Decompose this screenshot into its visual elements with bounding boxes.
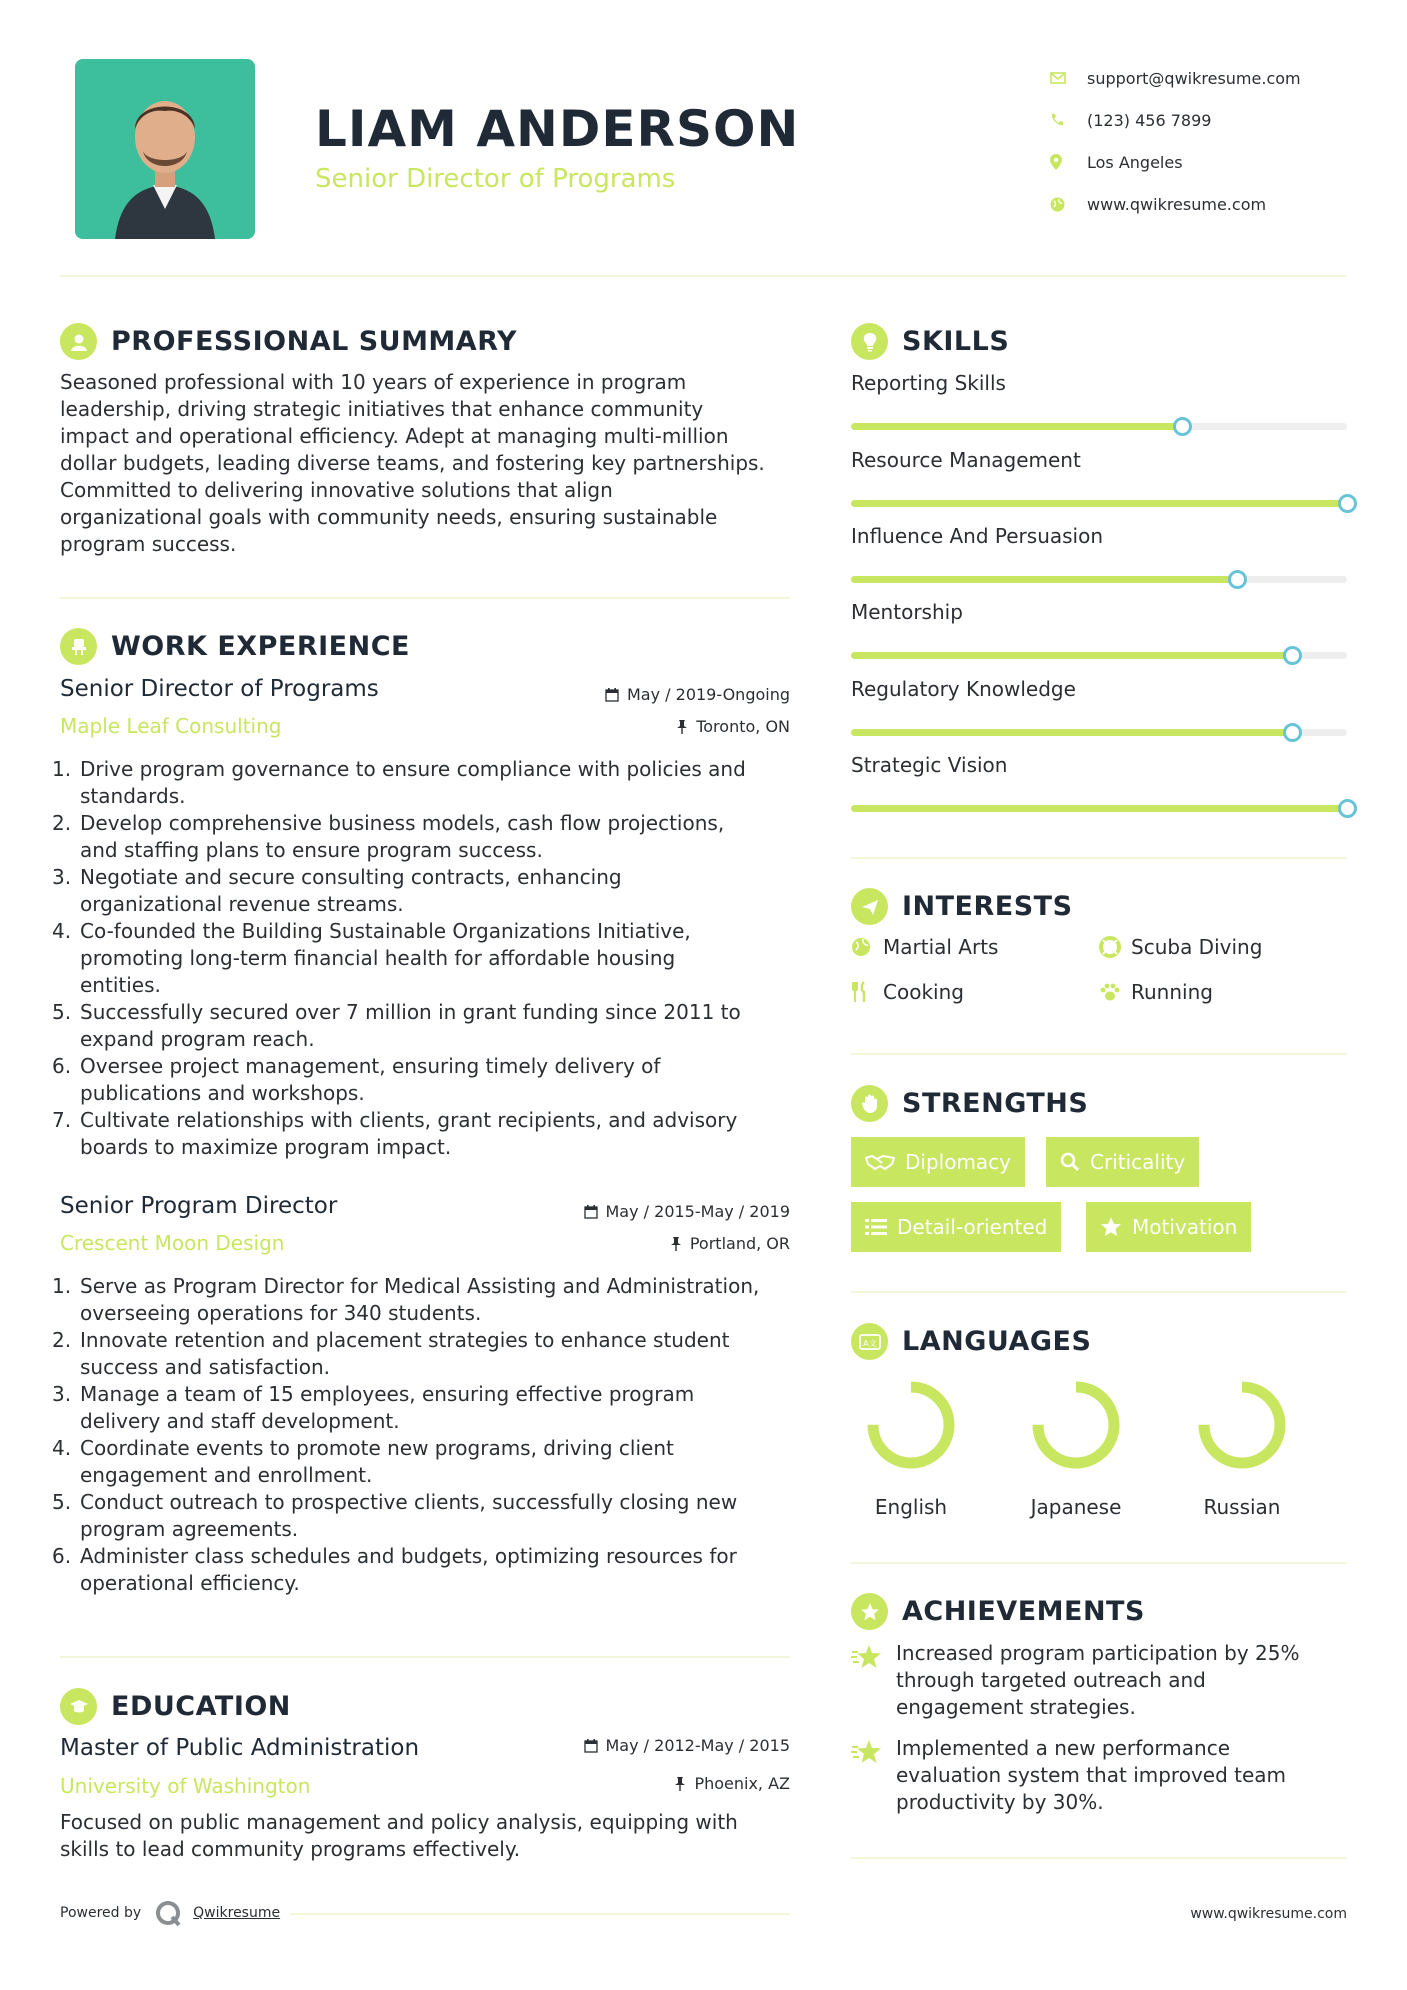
- interests-divider: [851, 1053, 1347, 1055]
- strength-tag: [1086, 1202, 1251, 1252]
- job-location: [676, 717, 790, 736]
- experience-title: WORK EXPERIENCE: [111, 631, 410, 662]
- cutlery-icon: [851, 981, 883, 1003]
- star-badge-icon: [851, 1593, 888, 1630]
- contact-location: [1050, 141, 1301, 183]
- skill-row: [851, 600, 1347, 659]
- strength-label: Diplomacy: [905, 1150, 1012, 1174]
- interest-item: [1099, 980, 1213, 1004]
- interest-item: [1099, 935, 1262, 959]
- skill-label: Reporting Skills: [851, 371, 1006, 395]
- job-date: [584, 1202, 791, 1221]
- user-icon: [60, 323, 97, 360]
- strengths-divider: [851, 1291, 1347, 1293]
- language-item: [851, 1377, 971, 1519]
- job-location-text: Portland, OR: [689, 1234, 790, 1253]
- list-item: 6. Administer class schedules and budgets, optimizing resources for operational efficiency.: [52, 1544, 737, 1595]
- language-ring: [1194, 1377, 1290, 1473]
- list-icon: [865, 1218, 887, 1236]
- skill-row: [851, 524, 1347, 583]
- language-label: Japanese: [1030, 1495, 1122, 1519]
- interest-label: Cooking: [883, 980, 964, 1004]
- languages-heading: [851, 1323, 1091, 1360]
- strength-tag: [851, 1137, 1025, 1187]
- contact-phone[interactable]: [1050, 99, 1301, 141]
- achievement-item: [851, 1735, 1286, 1816]
- language-ring: [1028, 1377, 1124, 1473]
- handshake-icon: [865, 1153, 895, 1171]
- strengths-heading: [851, 1085, 1088, 1122]
- footer-powered-by: [60, 1898, 280, 1928]
- language-label: English: [874, 1495, 948, 1519]
- list-item: 4. Coordinate events to promote new programs, driving client engagement and enrollment.: [52, 1436, 674, 1487]
- strength-label: Motivation: [1132, 1215, 1238, 1239]
- interest-item: [851, 935, 998, 959]
- education-location: [674, 1774, 790, 1793]
- summary-line: Seasoned professional with 10 years of experience in program: [60, 370, 687, 394]
- skill-knob: [1228, 570, 1247, 589]
- languages-divider: [851, 1562, 1347, 1564]
- skill-label: Resource Management: [851, 448, 1081, 472]
- skills-title: SKILLS: [902, 326, 1010, 357]
- job-date-text: May / 2019-Ongoing: [627, 685, 790, 704]
- language-label: Russian: [1203, 1495, 1281, 1519]
- contact-website[interactable]: [1050, 183, 1301, 225]
- skill-knob: [1338, 799, 1357, 818]
- skill-label: Influence And Persuasion: [851, 524, 1104, 548]
- skill-fill: [851, 652, 1292, 659]
- contact-email-text: support@qwikresume.com: [1087, 68, 1301, 88]
- envelope-icon: [1050, 72, 1087, 84]
- experience-heading: [60, 628, 410, 665]
- pushpin-icon: [674, 1777, 686, 1791]
- list-item: 3. Negotiate and secure consulting contracts, enhancing organizational revenue streams.: [52, 865, 622, 916]
- summary-line: Committed to delivering innovative solutions that align: [60, 478, 613, 502]
- skill-fill: [851, 805, 1347, 812]
- list-item: 3. Manage a team of 15 employees, ensuring effective program delivery and staff development.: [52, 1382, 695, 1433]
- skill-label: Regulatory Knowledge: [851, 677, 1076, 701]
- summary-heading: [60, 323, 517, 360]
- education-line: skills to lead community programs effectively.: [60, 1837, 521, 1861]
- skill-fill: [851, 500, 1347, 507]
- job-duties-list: [52, 1273, 800, 1597]
- skill-knob: [1173, 417, 1192, 436]
- achievement-text: Implemented a new performance evaluation system that improved team productivity by 30%.: [896, 1736, 1287, 1814]
- list-item: 1. Serve as Program Director for Medical Assisting and Administration, overseeing operations for 340 students.: [52, 1274, 760, 1325]
- strength-tag: [851, 1202, 1061, 1252]
- powered-by-label: Powered by: [60, 1905, 142, 1921]
- interest-item: [851, 980, 964, 1004]
- summary-divider: [60, 597, 790, 599]
- contact-phone-text: (123) 456 7899: [1087, 110, 1212, 130]
- job-title: Senior Director of Programs: [60, 676, 379, 702]
- globe-icon: [1050, 197, 1087, 212]
- language-item: [1016, 1377, 1136, 1519]
- candidate-name: LIAM ANDERSON: [315, 100, 800, 158]
- job-duties-list: [52, 756, 800, 1161]
- list-item: 2. Innovate retention and placement strategies to enhance student success and satisfaction.: [52, 1328, 730, 1379]
- list-item: 2. Develop comprehensive business models, cash flow projections, and staffing plans to ensure program success.: [52, 811, 725, 862]
- list-item: 4. Co-founded the Building Sustainable Organizations Initiative, promoting long-term financial health for affordable housing entities.: [52, 919, 691, 997]
- qwikresume-link[interactable]: Qwikresume: [193, 1905, 281, 1921]
- contact-website-text: www.qwikresume.com: [1087, 194, 1267, 214]
- person-silhouette-icon: [75, 59, 255, 239]
- job-location: [670, 1234, 790, 1253]
- job-company: Crescent Moon Design: [60, 1231, 285, 1255]
- experience-divider: [60, 1656, 790, 1658]
- school-name: University of Washington: [60, 1774, 311, 1798]
- skill-row: [851, 371, 1347, 430]
- contact-email[interactable]: [1050, 57, 1301, 99]
- calendar-icon: [584, 1739, 598, 1753]
- phone-icon: [1050, 113, 1087, 127]
- globe-icon: [851, 937, 883, 957]
- skill-bar: [851, 500, 1347, 507]
- skill-bar: [851, 729, 1347, 736]
- interests-title: INTERESTS: [902, 891, 1073, 922]
- interest-label: Scuba Diving: [1131, 935, 1263, 959]
- list-item: 7. Cultivate relationships with clients, grant recipients, and advisory boards to maximize program impact.: [52, 1108, 738, 1159]
- skill-bar: [851, 576, 1347, 583]
- job-title: Senior Program Director: [60, 1193, 338, 1219]
- calendar-icon: [605, 688, 619, 702]
- education-date-text: May / 2012-May / 2015: [605, 1736, 790, 1755]
- star-icon: [1100, 1216, 1122, 1238]
- search-icon: [1060, 1152, 1080, 1172]
- pushpin-icon: [670, 1237, 682, 1251]
- achievements-divider: [851, 1857, 1347, 1859]
- language-icon: [851, 1323, 888, 1360]
- skill-knob: [1338, 494, 1357, 513]
- interest-label: Martial Arts: [883, 935, 999, 959]
- summary-text: [60, 369, 800, 558]
- profile-photo: [75, 59, 255, 239]
- achievements-heading: [851, 1593, 1145, 1630]
- strength-tag: [1046, 1137, 1199, 1187]
- list-item: 5. Conduct outreach to prospective clients, successfully closing new program agreements.: [52, 1490, 738, 1541]
- skill-row: [851, 448, 1347, 507]
- pushpin-icon: [676, 720, 688, 734]
- skill-row: [851, 677, 1347, 736]
- skill-bar: [851, 805, 1347, 812]
- interest-label: Running: [1131, 980, 1213, 1004]
- footer-url[interactable]: www.qwikresume.com: [1190, 1906, 1347, 1922]
- job-date-text: May / 2015-May / 2019: [605, 1202, 790, 1221]
- candidate-role: Senior Director of Programs: [315, 164, 676, 194]
- interests-heading: [851, 888, 1073, 925]
- summary-line: leadership, driving strategic initiatives that enhance community: [60, 397, 704, 421]
- skills-heading: [851, 323, 1009, 360]
- job-company: Maple Leaf Consulting: [60, 714, 282, 738]
- education-description: [60, 1809, 800, 1863]
- skill-label: Strategic Vision: [851, 753, 1008, 777]
- header-divider: [60, 275, 1347, 277]
- skill-label: Mentorship: [851, 600, 963, 624]
- lightbulb-icon: [851, 323, 888, 360]
- list-item: 6. Oversee project management, ensuring timely delivery of publications and workshops.: [52, 1054, 661, 1105]
- contact-list: [1050, 57, 1301, 225]
- life-ring-icon: [1099, 936, 1131, 958]
- achievements-title: ACHIEVEMENTS: [902, 1596, 1145, 1627]
- summary-line: impact and operational efficiency. Adept at managing multi-million: [60, 424, 729, 448]
- skill-fill: [851, 423, 1182, 430]
- languages-title: LANGUAGES: [902, 1326, 1092, 1357]
- education-line: Focused on public management and policy analysis, equipping with: [60, 1810, 738, 1834]
- summary-line: organizational goals with community needs, ensuring sustainable: [60, 505, 718, 529]
- summary-line: dollar budgets, leading diverse teams, and fostering key partnerships.: [60, 451, 765, 475]
- calendar-icon: [584, 1205, 598, 1219]
- graduation-icon: [60, 1688, 97, 1725]
- chair-icon: [60, 628, 97, 665]
- skill-fill: [851, 729, 1292, 736]
- list-item: 5. Successfully secured over 7 million in grant funding since 2011 to expand program reach.: [52, 1000, 741, 1051]
- language-item: [1182, 1377, 1302, 1519]
- strengths-title: STRENGTHS: [902, 1088, 1089, 1119]
- skill-knob: [1283, 723, 1302, 742]
- hand-icon: [851, 1085, 888, 1122]
- strength-label: Criticality: [1090, 1150, 1186, 1174]
- star-icon: [851, 1735, 896, 1816]
- strength-label: Detail-oriented: [897, 1215, 1048, 1239]
- degree-title: Master of Public Administration: [60, 1735, 420, 1761]
- location-pin-icon: [1050, 154, 1087, 170]
- skill-bar: [851, 423, 1347, 430]
- paper-plane-icon: [851, 888, 888, 925]
- skill-bar: [851, 652, 1347, 659]
- education-heading: [60, 1688, 291, 1725]
- summary-title: PROFESSIONAL SUMMARY: [111, 326, 518, 357]
- education-divider: [290, 1913, 790, 1915]
- education-location-text: Phoenix, AZ: [694, 1774, 790, 1793]
- skills-divider: [851, 857, 1347, 859]
- job-date: [605, 685, 790, 704]
- skill-fill: [851, 576, 1237, 583]
- education-date: [584, 1736, 791, 1755]
- qwikresume-logo-icon: [153, 1898, 183, 1928]
- list-item: 1. Drive program governance to ensure compliance with policies and standards.: [52, 757, 746, 808]
- skill-row: [851, 753, 1347, 812]
- paw-icon: [1099, 982, 1131, 1002]
- job-location-text: Toronto, ON: [696, 717, 790, 736]
- contact-location-text: Los Angeles: [1087, 152, 1183, 172]
- star-icon: [851, 1640, 896, 1721]
- svg-text:A文: A文: [862, 1338, 877, 1348]
- achievement-item: [851, 1640, 1300, 1721]
- achievement-text: Increased program participation by 25% through targeted outreach and engagement strategies.: [896, 1641, 1300, 1719]
- education-title: EDUCATION: [111, 1691, 291, 1722]
- summary-line: program success.: [60, 532, 237, 556]
- skill-knob: [1283, 646, 1302, 665]
- language-ring: [863, 1377, 959, 1473]
